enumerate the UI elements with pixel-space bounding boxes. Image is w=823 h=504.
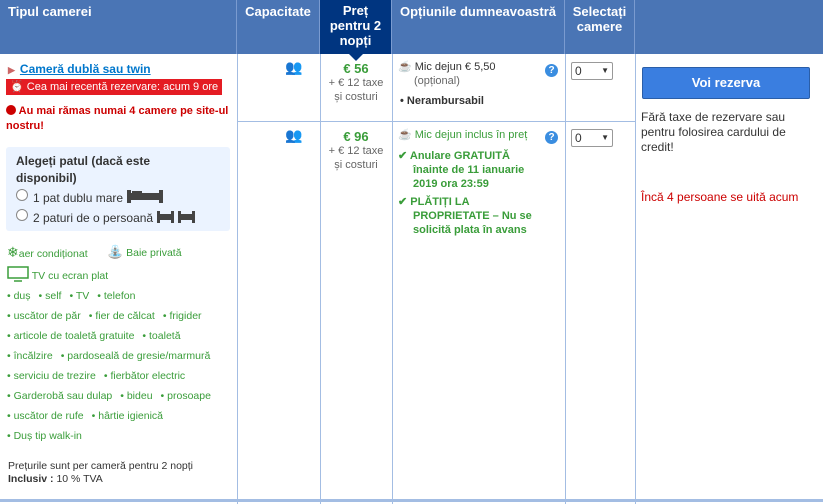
header-room-type: Tipul camerei bbox=[0, 0, 237, 54]
row1-price: € 56 bbox=[343, 61, 369, 76]
bed-option-2-label[interactable]: 2 paturi de o persoană bbox=[33, 210, 196, 225]
checkmark-icon: ✔ bbox=[398, 150, 408, 162]
row1-nonrefundable: • Nerambursabil bbox=[400, 95, 484, 107]
coffee-cup-icon: ☕ bbox=[398, 61, 412, 73]
people-watching-note: Încă 4 persoane se uită acum bbox=[641, 190, 799, 204]
facility-row bbox=[7, 310, 210, 322]
bed-option-1-radio[interactable] bbox=[16, 189, 28, 201]
facility-item: • Duș tip walk-in bbox=[7, 430, 82, 442]
facility-row bbox=[7, 350, 218, 362]
facility-item: • toaletă bbox=[142, 330, 181, 342]
facility-item: • TV bbox=[69, 290, 90, 302]
row1-room-quantity-select[interactable]: 0 ▼ bbox=[571, 62, 613, 80]
facility-row bbox=[7, 330, 189, 342]
checkmark-icon: ✔ bbox=[398, 196, 408, 208]
facility-item: • fierbător electric bbox=[103, 370, 186, 382]
facility-item: • Garderobă sau dulap bbox=[7, 390, 113, 402]
facility-item: • hârtie igienică bbox=[91, 410, 164, 422]
facility-row bbox=[7, 410, 171, 422]
row1-breakfast: ☕ Mic dejun € 5,50 (opțional) bbox=[398, 61, 496, 87]
two-people-icon: 👥 bbox=[285, 127, 301, 143]
row2-room-quantity-select[interactable]: 0 ▼ bbox=[571, 129, 613, 147]
header-price[interactable]: Preț pentru 2 nopți bbox=[320, 0, 392, 54]
column-divider bbox=[635, 54, 636, 504]
row2-free-cancellation: ✔ Anulare GRATUITĂ înainte de 11 ianuarie 2019 ora 23:59 bbox=[398, 150, 525, 190]
facility-item: • uscător de păr bbox=[7, 310, 81, 322]
facility-row bbox=[7, 430, 90, 442]
facility-row bbox=[7, 370, 193, 382]
row-divider bbox=[237, 121, 635, 122]
row2-breakfast: ☕ Mic dejun inclus în preț bbox=[398, 129, 528, 141]
row2-pay-at-property: ✔ PLĂTIȚI LA PROPRIETATE – Nu se solicită plata în avans bbox=[398, 196, 532, 236]
facility-private-bath: ⛲ Baie privată bbox=[107, 244, 182, 259]
facility-row bbox=[7, 290, 143, 302]
help-icon[interactable]: ? bbox=[545, 131, 558, 144]
bed-option-1-label[interactable]: 1 pat dublu mare bbox=[33, 190, 164, 205]
row2-taxes: + € 12 taxe și costuri bbox=[328, 145, 384, 171]
price-note: Prețurile sunt per cameră pentru 2 nopți Inclusiv : 10 % TVA bbox=[8, 460, 194, 485]
shower-icon: ⛲ bbox=[107, 244, 124, 259]
facility-item: • self bbox=[38, 290, 62, 302]
bed-choice-box: Alegeți patul (dacă este disponibil) 1 pat dublu mare 2 paturi de o persoană bbox=[6, 147, 230, 231]
facility-item: • articole de toaletă gratuite bbox=[7, 330, 135, 342]
reserve-button[interactable]: Voi rezerva bbox=[642, 67, 810, 99]
facility-item: • serviciu de trezire bbox=[7, 370, 96, 382]
tv-icon bbox=[7, 266, 29, 282]
header-select-rooms: Selectați camere bbox=[565, 0, 635, 54]
facility-item: • frigider bbox=[162, 310, 202, 322]
facility-ac: ❄aer condiționat bbox=[7, 244, 88, 260]
facility-tv: TV cu ecran plat bbox=[7, 266, 108, 282]
recent-booking-badge: ⏰ Cea mai recentă rezervare: acum 9 ore bbox=[6, 79, 222, 95]
clock-icon bbox=[6, 105, 16, 115]
header-capacity: Capacitate bbox=[237, 0, 320, 54]
facility-item: • uscător de rufe bbox=[7, 410, 84, 422]
facility-item: • telefon bbox=[97, 290, 136, 302]
facility-item: • fier de călcat bbox=[88, 310, 155, 322]
facility-item: • prosoape bbox=[160, 390, 211, 402]
snowflake-icon: ❄ bbox=[7, 244, 19, 260]
bed-option-2-radio[interactable] bbox=[16, 209, 28, 221]
row2-price: € 96 bbox=[343, 129, 369, 144]
header-reserve bbox=[635, 0, 823, 54]
facility-item: • încălzire bbox=[7, 350, 53, 362]
facility-item: • pardoseală de gresie/marmură bbox=[60, 350, 211, 362]
alarm-clock-icon: ⏰ bbox=[10, 81, 24, 93]
bed-choice-title: Alegeți patul (dacă este bbox=[16, 154, 151, 168]
single-beds-icon bbox=[156, 210, 196, 224]
facility-item: • duș bbox=[7, 290, 31, 302]
table-bottom-border bbox=[0, 499, 823, 502]
facility-item: • bideu bbox=[120, 390, 153, 402]
help-icon[interactable]: ? bbox=[545, 64, 558, 77]
double-bed-icon bbox=[126, 190, 164, 204]
two-people-icon: 👥 bbox=[285, 59, 301, 75]
coffee-cup-icon: ☕ bbox=[398, 129, 412, 141]
row1-taxes: + € 12 taxe și costuri bbox=[328, 77, 384, 103]
room-name-link[interactable]: ▶ Cameră dublă sau twin bbox=[8, 62, 151, 76]
rooms-left-warning: Au mai rămas numai 4 camere pe site-ul nostru! bbox=[6, 105, 229, 132]
header-options: Opțiunile dumneavoastră bbox=[392, 0, 565, 54]
facility-row bbox=[7, 390, 219, 402]
no-fees-note: Fără taxe de rezervare sau pentru folosirea cardului de credit! bbox=[641, 110, 786, 154]
